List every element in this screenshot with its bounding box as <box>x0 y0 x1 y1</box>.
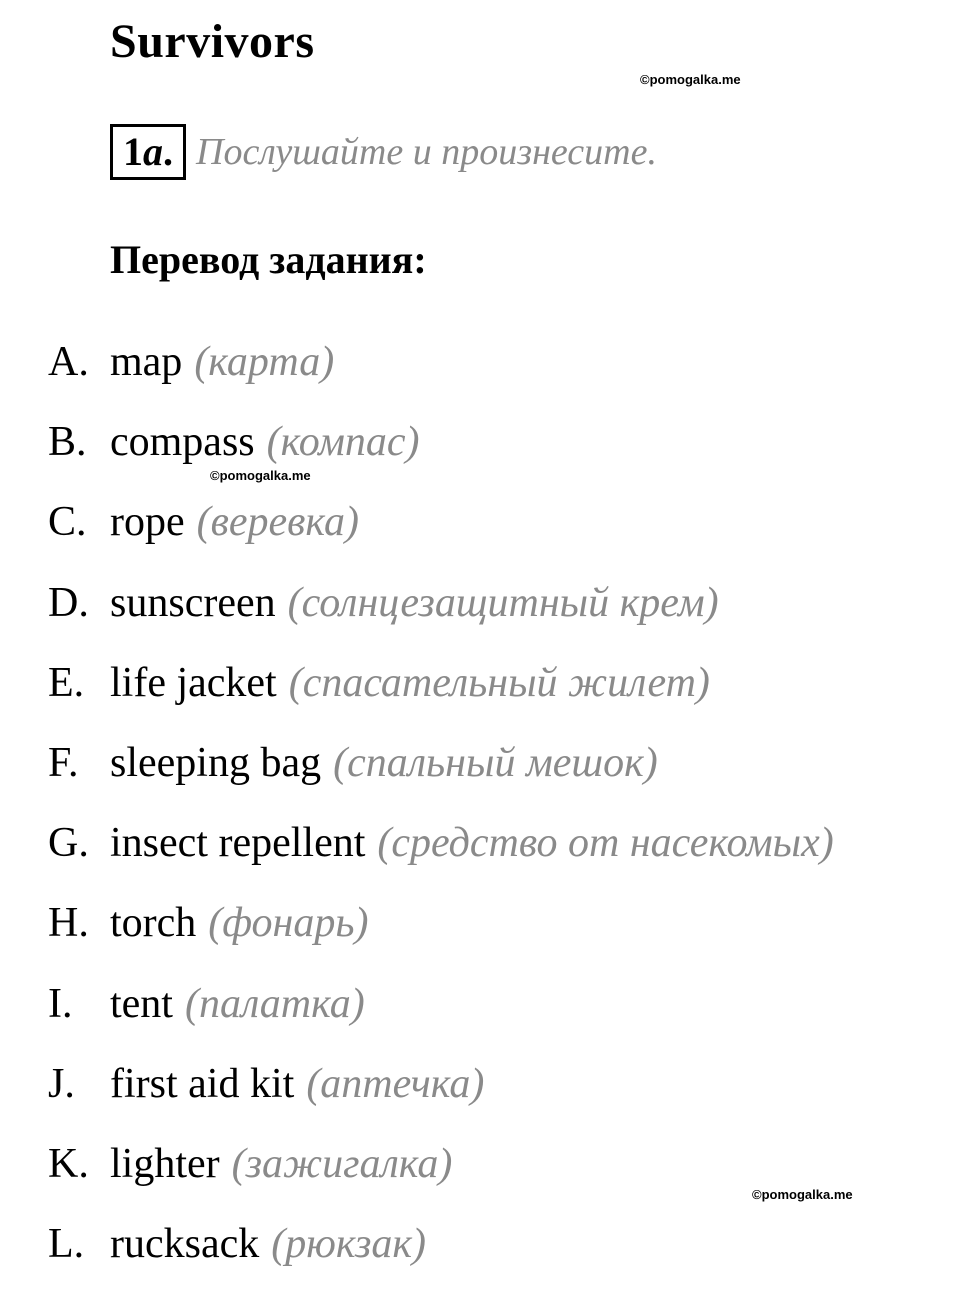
item-english: tent <box>110 980 173 1027</box>
item-russian: (средство от насекомых) <box>377 820 834 867</box>
item-russian: (компас) <box>266 419 420 466</box>
item-letter: I. <box>48 980 73 1027</box>
item-letter: F. <box>48 739 79 786</box>
item-english: first aid kit <box>110 1060 295 1107</box>
item-english: lighter <box>110 1140 220 1187</box>
item-letter: D. <box>48 579 89 626</box>
list-item <box>48 1218 948 1298</box>
item-letter: B. <box>48 419 87 466</box>
item-letter: A. <box>48 339 89 385</box>
item-english: insect repellent <box>110 820 366 867</box>
list-item <box>48 1138 948 1218</box>
list-item <box>48 1058 948 1138</box>
task-instruction: Послушайте и произнесите. <box>196 131 657 173</box>
item-russian: (палатка) <box>184 980 365 1027</box>
item-english: torch <box>110 900 197 947</box>
list-item <box>48 336 948 416</box>
vocabulary-list <box>48 336 948 1298</box>
item-english: rope <box>110 499 185 546</box>
task-dot: . <box>163 129 173 174</box>
list-item <box>48 416 948 496</box>
item-russian: (карта) <box>194 339 335 385</box>
page-title: Survivors <box>110 15 315 68</box>
item-letter: G. <box>48 820 89 867</box>
item-english: compass <box>110 419 255 466</box>
item-russian: (фонарь) <box>208 900 369 947</box>
watermark: ©pomogalka.me <box>210 468 311 483</box>
list-item <box>48 817 948 897</box>
list-item <box>48 577 948 657</box>
list-item <box>48 657 948 737</box>
list-item <box>48 496 948 576</box>
watermark: ©pomogalka.me <box>752 1187 853 1202</box>
item-letter: C. <box>48 499 87 546</box>
watermark: ©pomogalka.me <box>640 72 741 87</box>
task-header <box>110 124 657 180</box>
translation-heading: Перевод задания: <box>110 237 427 282</box>
task-number: 1 <box>123 129 143 174</box>
item-russian: (веревка) <box>196 499 359 546</box>
item-english: rucksack <box>110 1221 260 1268</box>
list-item <box>48 978 948 1058</box>
item-russian: (спальный мешок) <box>333 739 658 786</box>
item-english: map <box>110 339 183 385</box>
item-letter: L. <box>48 1221 85 1268</box>
list-item <box>48 737 948 817</box>
item-russian: (рюкзак) <box>271 1221 426 1268</box>
item-letter: K. <box>48 1140 89 1187</box>
item-russian: (аптечка) <box>306 1060 485 1107</box>
item-english: sunscreen <box>110 579 276 626</box>
task-number-box <box>110 124 186 180</box>
item-russian: (зажигалка) <box>231 1140 453 1187</box>
item-letter: E. <box>48 659 85 706</box>
item-russian: (солнцезащитный крем) <box>287 579 719 626</box>
list-item <box>48 897 948 977</box>
task-letter: a <box>143 129 163 174</box>
item-letter: J. <box>48 1060 75 1107</box>
item-letter: H. <box>48 900 89 947</box>
item-english: sleeping bag <box>110 739 322 786</box>
item-english: life jacket <box>110 659 277 706</box>
item-russian: (спасательный жилет) <box>288 659 710 706</box>
